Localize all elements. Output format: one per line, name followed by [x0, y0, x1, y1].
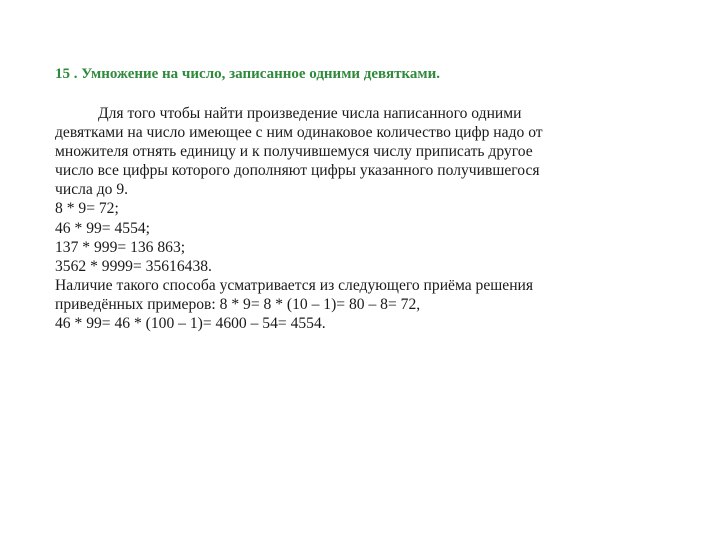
example-line: 46 * 99= 4554;	[55, 219, 150, 237]
explanation-line: Наличие такого способа усматривается из следующего приёма решения	[55, 276, 534, 294]
example-line: 3562 * 9999= 35616438.	[55, 257, 212, 275]
slide-title: 15 . Умножение на число, записанное одними девятками.	[55, 66, 440, 82]
paragraph-line: числа до 9.	[55, 181, 129, 199]
paragraph-line: Для того чтобы найти произведение числа написанного одними	[98, 105, 522, 122]
paragraph-line: множителя отнять единицу и к получившемуся числу приписать другое	[55, 143, 533, 161]
explanation-line: приведённых примеров: 8 * 9= 8 * (10 – 1)= 80 – 8= 72,	[55, 295, 421, 313]
paragraph-line: девятками на число имеющее с ним одинаковое количество цифр надо от	[55, 124, 543, 142]
example-line: 137 * 999= 136 863;	[55, 238, 186, 256]
explanation-line: 46 * 99= 46 * (100 – 1)= 4600 – 54= 4554.	[55, 315, 326, 333]
paragraph-line: число все цифры которого дополняют цифры указанного получившегося	[55, 162, 540, 180]
slide-body	[55, 104, 655, 333]
example-line: 8 * 9= 72;	[55, 200, 119, 218]
